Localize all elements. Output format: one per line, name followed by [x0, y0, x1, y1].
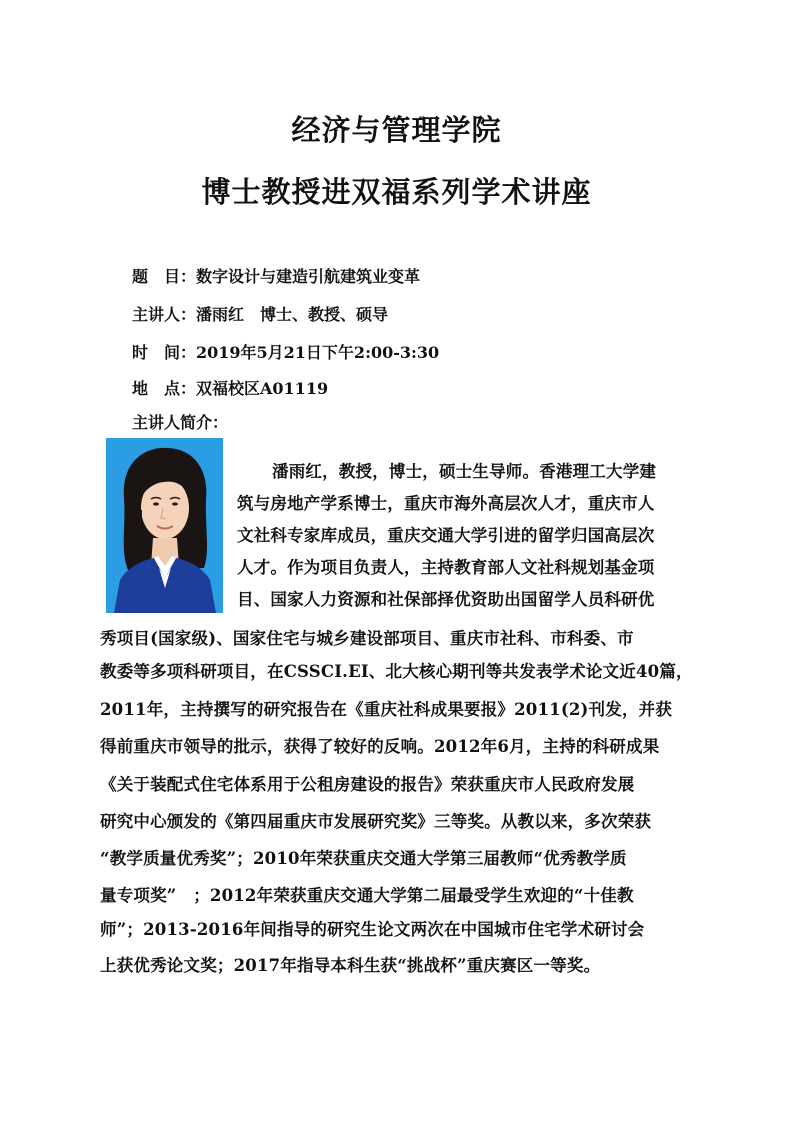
- page-subtitle: 博士教授进双福系列学术讲座: [201, 175, 592, 209]
- bio-line: 文社科专家库成员，重庆交通大学引进的留学归国高层次: [237, 526, 655, 545]
- intro-label: 主讲人简介：: [132, 413, 229, 432]
- page-title: 经济与管理学院: [291, 113, 502, 147]
- speaker-line: 主讲人：潘雨红 博士、教授、硕导: [132, 305, 389, 324]
- bio-line: “教学质量优秀奖”；2010年荣获重庆交通大学第三届教师“优秀教学质: [100, 849, 627, 868]
- portrait-image: [106, 438, 223, 613]
- speaker-photo: [106, 438, 223, 613]
- place-line: 地 点：双福校区A01119: [132, 379, 329, 398]
- bio-line: 量专项奖” ；2012年荣获重庆交通大学第二届最受学生欢迎的“十佳教: [100, 886, 634, 905]
- bio-line: 筑与房地产学系博士，重庆市海外高层次人才，重庆市人: [237, 494, 655, 513]
- bio-line: 潘雨红，教授，博士，硕士生导师。香港理工大学建: [272, 462, 657, 481]
- bio-line: 师”；2013-2016年间指导的研究生论文两次在中国城市住宅学术研讨会: [100, 920, 645, 939]
- bio-line: 研究中心颁发的《第四届重庆市发展研究奖》三等奖。从教以来，多次荣获: [100, 812, 652, 831]
- bio-line: 《关于装配式住宅体系用于公租房建设的报告》荣获重庆市人民政府发展: [100, 775, 635, 794]
- bio-line: 2011年，主持撰写的研究报告在《重庆社科成果要报》2011(2)刊发，并获: [100, 700, 673, 719]
- time-line: 时 间：2019年5月21日下午2:00-3:30: [132, 343, 440, 362]
- bio-line: 上获优秀论文奖；2017年指导本科生获“挑战杯”重庆赛区一等奖。: [100, 956, 601, 975]
- bio-line: 秀项目(国家级)、国家住宅与城乡建设部项目、重庆市社科、市科委、市: [100, 629, 634, 648]
- bio-line: 得前重庆市领导的批示，获得了较好的反响。2012年6月，主持的科研成果: [100, 737, 660, 756]
- topic-line: 题 目：数字设计与建造引航建筑业变革: [132, 267, 421, 286]
- bio-line: 目、国家人力资源和社保部择优资助出国留学人员科研优: [237, 590, 655, 609]
- bio-line: 教委等多项科研项目，在CSSCI.EI、北大核心期刊等共发表学术论文近40篇，: [100, 662, 693, 681]
- bio-line: 人才。作为项目负责人，主持教育部人文社科规划基金项: [237, 558, 655, 577]
